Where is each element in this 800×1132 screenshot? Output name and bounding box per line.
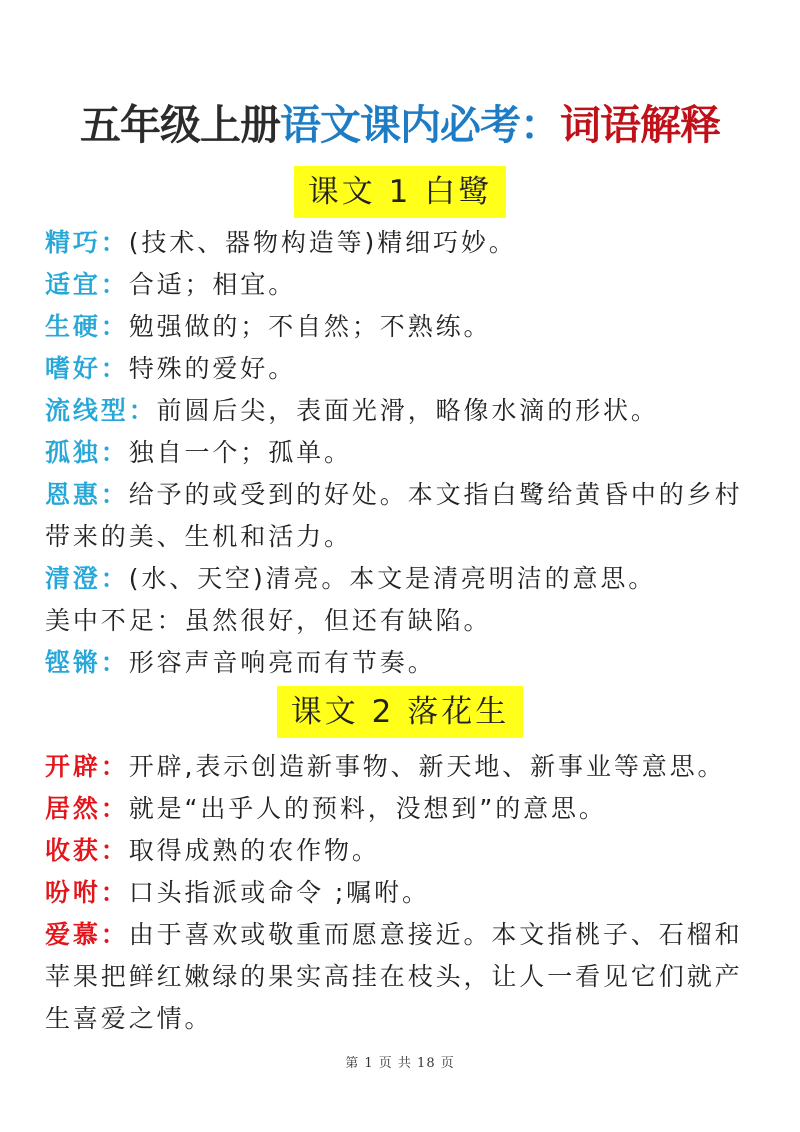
title-subject: 语文课内必考： bbox=[280, 101, 560, 149]
entry bbox=[45, 306, 761, 348]
section-2-entries bbox=[45, 746, 761, 1040]
entry-definition: 形容声音响亮而有节奏。 bbox=[128, 648, 436, 677]
entry bbox=[45, 432, 761, 474]
entry-definition: 取得成熟的农作物。 bbox=[128, 836, 380, 865]
section-heading-text: 课文 1 白鹭 bbox=[294, 166, 506, 218]
title-topic: 词语解释 bbox=[560, 101, 720, 149]
entry-term: 爱慕： bbox=[45, 920, 129, 949]
entry-definition: 特殊的爱好。 bbox=[128, 354, 297, 383]
page-title bbox=[0, 100, 800, 150]
entry bbox=[45, 474, 761, 558]
entry bbox=[45, 914, 761, 1040]
entry bbox=[45, 830, 761, 872]
entry bbox=[45, 600, 761, 642]
entry bbox=[45, 558, 761, 600]
page-number: 第 1 页 共 18 页 bbox=[345, 1056, 455, 1071]
entry-definition: 独自一个；孤单。 bbox=[128, 438, 352, 467]
entry bbox=[45, 642, 761, 684]
entry-definition: 由于喜欢或敬重而愿意接近。本文指桃子、石榴和苹果把鲜红嫩绿的果实高挂在枝头，让人一看见它们就产生喜爱之情。 bbox=[45, 920, 743, 1033]
entry-term: 收获： bbox=[45, 836, 129, 865]
entry-term: 铿锵： bbox=[45, 648, 129, 677]
entry-term: 流线型： bbox=[45, 396, 157, 425]
entry-term: 适宜： bbox=[45, 270, 129, 299]
entry-definition: 前圆后尖，表面光滑，略像水滴的形状。 bbox=[156, 396, 659, 425]
entry bbox=[45, 872, 761, 914]
entry-definition: 就是“出乎人的预料，没想到”的意思。 bbox=[128, 794, 607, 823]
entry-definition: (技术、器物构造等)精细巧妙。 bbox=[128, 228, 517, 257]
entry-definition: 勉强做的；不自然；不熟练。 bbox=[128, 312, 492, 341]
title-grade: 五年级上册 bbox=[80, 101, 280, 149]
section-heading-1 bbox=[0, 166, 800, 218]
entry-term: 恩惠： bbox=[45, 480, 129, 509]
entry bbox=[45, 390, 761, 432]
entry-definition: (水、天空)清亮。本文是清亮明洁的意思。 bbox=[128, 564, 657, 593]
entry-definition: 合适；相宜。 bbox=[128, 270, 297, 299]
entry-term: 精巧： bbox=[45, 228, 129, 257]
entry bbox=[45, 222, 761, 264]
entry-term: 生硬： bbox=[45, 312, 129, 341]
entry-term: 嗜好： bbox=[45, 354, 129, 383]
entry-term: 居然： bbox=[45, 794, 129, 823]
entry-definition: 给予的或受到的好处。本文指白鹭给黄昏中的乡村带来的美、生机和活力。 bbox=[45, 480, 743, 551]
entry-term: 孤独： bbox=[45, 438, 129, 467]
entry-term: 吩咐： bbox=[45, 878, 129, 907]
entry bbox=[45, 264, 761, 306]
section-heading-text: 课文 2 落花生 bbox=[277, 686, 523, 738]
entry bbox=[45, 788, 761, 830]
entry-term: 清澄： bbox=[45, 564, 129, 593]
entry bbox=[45, 746, 761, 788]
entry-definition: 口头指派或命令 ;嘱咐。 bbox=[128, 878, 430, 907]
entry-term: 美中不足： bbox=[45, 606, 185, 635]
entry-term: 开辟： bbox=[45, 752, 129, 781]
entry-definition: 开辟,表示创造新事物、新天地、新事业等意思。 bbox=[128, 752, 726, 781]
section-heading-2 bbox=[0, 686, 800, 738]
section-1-entries bbox=[45, 222, 761, 684]
entry bbox=[45, 348, 761, 390]
entry-definition: 虽然很好，但还有缺陷。 bbox=[184, 606, 492, 635]
